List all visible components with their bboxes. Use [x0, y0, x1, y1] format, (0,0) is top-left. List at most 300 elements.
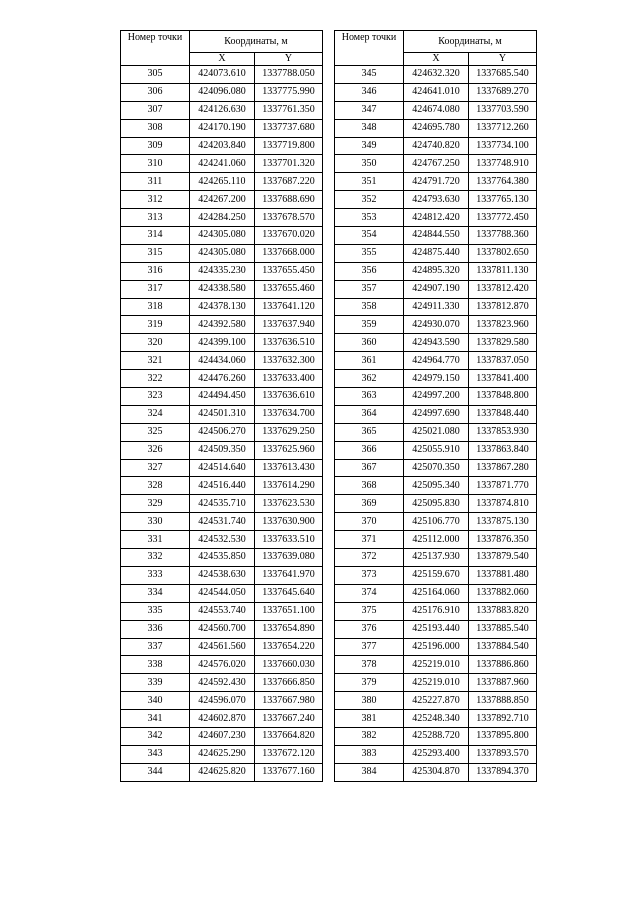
table-row — [335, 137, 537, 155]
y-coordinate-cell: 1337772.450 — [469, 209, 537, 227]
x-coordinate-cell: 424844.550 — [404, 227, 469, 245]
point-number-cell: 371 — [335, 531, 404, 549]
table-row — [335, 584, 537, 602]
point-number-cell: 365 — [335, 423, 404, 441]
table-row — [121, 334, 323, 352]
point-number-cell: 316 — [121, 262, 190, 280]
y-coordinate-cell: 1337887.960 — [469, 674, 537, 692]
x-coordinate-cell: 424553.740 — [190, 602, 255, 620]
y-coordinate-cell: 1337630.900 — [255, 513, 323, 531]
x-coordinate-cell: 425070.350 — [404, 459, 469, 477]
table-row — [121, 191, 323, 209]
table-row — [335, 674, 537, 692]
table-row — [335, 352, 537, 370]
table-row — [121, 173, 323, 191]
x-coordinate-cell: 424399.100 — [190, 334, 255, 352]
x-coordinate-cell: 424997.200 — [404, 388, 469, 406]
point-number-cell: 356 — [335, 262, 404, 280]
point-number-cell: 351 — [335, 173, 404, 191]
x-coordinate-cell: 424509.350 — [190, 441, 255, 459]
point-number-cell: 312 — [121, 191, 190, 209]
table-row — [121, 388, 323, 406]
y-coordinate-cell: 1337883.820 — [469, 602, 537, 620]
x-coordinate-cell: 424791.720 — [404, 173, 469, 191]
table-row — [121, 244, 323, 262]
table-row — [121, 227, 323, 245]
table-row — [335, 101, 537, 119]
point-number-cell: 311 — [121, 173, 190, 191]
x-coordinate-cell: 424535.710 — [190, 495, 255, 513]
table-row — [121, 459, 323, 477]
point-number-cell: 355 — [335, 244, 404, 262]
x-coordinate-cell: 424434.060 — [190, 352, 255, 370]
y-coordinate-cell: 1337637.940 — [255, 316, 323, 334]
point-number-cell: 338 — [121, 656, 190, 674]
table-row — [121, 745, 323, 763]
x-coordinate-cell: 425164.060 — [404, 584, 469, 602]
table-body — [121, 66, 323, 782]
y-coordinate-cell: 1337651.100 — [255, 602, 323, 620]
table-row — [335, 370, 537, 388]
x-coordinate-cell: 424607.230 — [190, 727, 255, 745]
point-number-cell: 380 — [335, 692, 404, 710]
y-coordinate-cell: 1337875.130 — [469, 513, 537, 531]
y-coordinate-cell: 1337848.800 — [469, 388, 537, 406]
table-row — [121, 727, 323, 745]
table-row — [121, 262, 323, 280]
table-row — [335, 119, 537, 137]
x-coordinate-cell: 424943.590 — [404, 334, 469, 352]
point-number-cell: 362 — [335, 370, 404, 388]
x-coordinate-cell: 424267.200 — [190, 191, 255, 209]
y-coordinate-cell: 1337688.690 — [255, 191, 323, 209]
y-coordinate-cell: 1337811.130 — [469, 262, 537, 280]
y-coordinate-cell: 1337645.640 — [255, 584, 323, 602]
table-row — [335, 477, 537, 495]
y-coordinate-cell: 1337788.360 — [469, 227, 537, 245]
x-coordinate-cell: 424126.630 — [190, 101, 255, 119]
table-row — [335, 692, 537, 710]
y-coordinate-cell: 1337712.260 — [469, 119, 537, 137]
y-coordinate-cell: 1337882.060 — [469, 584, 537, 602]
point-number-cell: 310 — [121, 155, 190, 173]
y-coordinate-cell: 1337685.540 — [469, 66, 537, 84]
table-row — [335, 566, 537, 584]
point-number-cell: 305 — [121, 66, 190, 84]
x-coordinate-cell: 424535.850 — [190, 549, 255, 567]
y-coordinate-cell: 1337655.450 — [255, 262, 323, 280]
y-coordinate-cell: 1337853.930 — [469, 423, 537, 441]
coordinates-header: Координаты, м — [404, 31, 537, 53]
table-row — [121, 692, 323, 710]
x-coordinate-cell: 424875.440 — [404, 244, 469, 262]
x-header: X — [404, 53, 469, 66]
table-row — [121, 495, 323, 513]
coordinates-header: Координаты, м — [190, 31, 323, 53]
y-coordinate-cell: 1337775.990 — [255, 83, 323, 101]
y-coordinate-cell: 1337848.440 — [469, 405, 537, 423]
point-number-cell: 363 — [335, 388, 404, 406]
point-number-cell: 321 — [121, 352, 190, 370]
x-coordinate-cell: 424501.310 — [190, 405, 255, 423]
table-row — [121, 638, 323, 656]
table-row — [335, 388, 537, 406]
y-coordinate-cell: 1337613.430 — [255, 459, 323, 477]
y-coordinate-cell: 1337841.400 — [469, 370, 537, 388]
point-number-cell: 373 — [335, 566, 404, 584]
point-number-cell: 333 — [121, 566, 190, 584]
point-number-cell: 330 — [121, 513, 190, 531]
y-coordinate-cell: 1337634.700 — [255, 405, 323, 423]
x-coordinate-cell: 425137.930 — [404, 549, 469, 567]
point-number-cell: 322 — [121, 370, 190, 388]
x-coordinate-cell: 424170.190 — [190, 119, 255, 137]
y-coordinate-cell: 1337734.100 — [469, 137, 537, 155]
point-number-cell: 358 — [335, 298, 404, 316]
point-number-cell: 377 — [335, 638, 404, 656]
point-number-cell: 324 — [121, 405, 190, 423]
point-number-cell: 346 — [335, 83, 404, 101]
y-coordinate-cell: 1337667.980 — [255, 692, 323, 710]
x-coordinate-cell: 424561.560 — [190, 638, 255, 656]
table-row — [121, 620, 323, 638]
y-coordinate-cell: 1337666.850 — [255, 674, 323, 692]
point-number-cell: 344 — [121, 763, 190, 781]
y-coordinate-cell: 1337812.870 — [469, 298, 537, 316]
point-number-cell: 349 — [335, 137, 404, 155]
point-number-cell: 369 — [335, 495, 404, 513]
table-row — [335, 262, 537, 280]
x-coordinate-cell: 424964.770 — [404, 352, 469, 370]
point-number-cell: 350 — [335, 155, 404, 173]
point-number-cell: 328 — [121, 477, 190, 495]
x-coordinate-cell: 424740.820 — [404, 137, 469, 155]
x-coordinate-cell: 424895.320 — [404, 262, 469, 280]
x-coordinate-cell: 424516.440 — [190, 477, 255, 495]
y-coordinate-cell: 1337748.910 — [469, 155, 537, 173]
table-row — [335, 173, 537, 191]
x-coordinate-cell: 424695.780 — [404, 119, 469, 137]
point-number-cell: 383 — [335, 745, 404, 763]
point-number-cell: 336 — [121, 620, 190, 638]
point-number-cell: 335 — [121, 602, 190, 620]
point-number-cell: 319 — [121, 316, 190, 334]
x-coordinate-cell: 424531.740 — [190, 513, 255, 531]
point-number-cell: 364 — [335, 405, 404, 423]
table-row — [335, 549, 537, 567]
point-number-cell: 352 — [335, 191, 404, 209]
x-coordinate-cell: 425112.000 — [404, 531, 469, 549]
y-coordinate-cell: 1337668.000 — [255, 244, 323, 262]
table-row — [335, 602, 537, 620]
table-row — [121, 584, 323, 602]
point-number-cell: 370 — [335, 513, 404, 531]
y-coordinate-cell: 1337660.030 — [255, 656, 323, 674]
table-row — [121, 83, 323, 101]
y-coordinate-cell: 1337737.680 — [255, 119, 323, 137]
table-row — [121, 513, 323, 531]
y-coordinate-cell: 1337894.370 — [469, 763, 537, 781]
table-row — [121, 477, 323, 495]
x-coordinate-cell: 424241.060 — [190, 155, 255, 173]
table-row — [121, 710, 323, 728]
y-coordinate-cell: 1337632.300 — [255, 352, 323, 370]
x-coordinate-cell: 424979.150 — [404, 370, 469, 388]
table-row — [121, 405, 323, 423]
x-coordinate-cell: 424203.840 — [190, 137, 255, 155]
table-row — [335, 405, 537, 423]
y-coordinate-cell: 1337837.050 — [469, 352, 537, 370]
x-coordinate-cell: 425055.910 — [404, 441, 469, 459]
y-coordinate-cell: 1337765.130 — [469, 191, 537, 209]
x-coordinate-cell: 424930.070 — [404, 316, 469, 334]
table-row — [121, 531, 323, 549]
table-row — [121, 155, 323, 173]
point-number-cell: 347 — [335, 101, 404, 119]
table-row — [335, 495, 537, 513]
y-coordinate-cell: 1337823.960 — [469, 316, 537, 334]
y-coordinate-cell: 1337636.510 — [255, 334, 323, 352]
point-number-cell: 341 — [121, 710, 190, 728]
point-number-cell: 315 — [121, 244, 190, 262]
point-number-cell: 337 — [121, 638, 190, 656]
y-coordinate-cell: 1337703.590 — [469, 101, 537, 119]
x-coordinate-cell: 424596.070 — [190, 692, 255, 710]
y-header: Y — [469, 53, 537, 66]
y-coordinate-cell: 1337633.400 — [255, 370, 323, 388]
x-coordinate-cell: 424506.270 — [190, 423, 255, 441]
point-number-cell: 320 — [121, 334, 190, 352]
y-coordinate-cell: 1337888.850 — [469, 692, 537, 710]
table-row — [121, 370, 323, 388]
x-coordinate-cell: 424997.690 — [404, 405, 469, 423]
x-coordinate-cell: 425095.340 — [404, 477, 469, 495]
y-coordinate-cell: 1337719.800 — [255, 137, 323, 155]
x-coordinate-cell: 425193.440 — [404, 620, 469, 638]
table-row — [335, 316, 537, 334]
y-coordinate-cell: 1337664.820 — [255, 727, 323, 745]
coordinates-table-left — [120, 30, 323, 782]
point-number-cell: 340 — [121, 692, 190, 710]
y-coordinate-cell: 1337879.540 — [469, 549, 537, 567]
table-row — [335, 83, 537, 101]
table-row — [121, 66, 323, 84]
table-row — [335, 513, 537, 531]
x-coordinate-cell: 424538.630 — [190, 566, 255, 584]
y-coordinate-cell: 1337633.510 — [255, 531, 323, 549]
point-number-cell: 343 — [121, 745, 190, 763]
x-coordinate-cell: 424907.190 — [404, 280, 469, 298]
table-row — [335, 423, 537, 441]
x-coordinate-cell: 424911.330 — [404, 298, 469, 316]
y-coordinate-cell: 1337625.960 — [255, 441, 323, 459]
point-number-cell: 329 — [121, 495, 190, 513]
y-coordinate-cell: 1337636.610 — [255, 388, 323, 406]
x-coordinate-cell: 425219.010 — [404, 674, 469, 692]
x-coordinate-cell: 425106.770 — [404, 513, 469, 531]
table-row — [335, 638, 537, 656]
point-number-cell: 306 — [121, 83, 190, 101]
y-coordinate-cell: 1337881.480 — [469, 566, 537, 584]
point-number-cell: 357 — [335, 280, 404, 298]
x-coordinate-cell: 424265.110 — [190, 173, 255, 191]
y-coordinate-cell: 1337884.540 — [469, 638, 537, 656]
x-header: X — [190, 53, 255, 66]
table-row — [335, 209, 537, 227]
x-coordinate-cell: 424305.080 — [190, 244, 255, 262]
table-row — [335, 227, 537, 245]
point-number-cell: 384 — [335, 763, 404, 781]
x-coordinate-cell: 424335.230 — [190, 262, 255, 280]
y-coordinate-cell: 1337863.840 — [469, 441, 537, 459]
y-coordinate-cell: 1337654.890 — [255, 620, 323, 638]
y-coordinate-cell: 1337667.240 — [255, 710, 323, 728]
point-number-cell: 339 — [121, 674, 190, 692]
point-number-cell: 348 — [335, 119, 404, 137]
y-coordinate-cell: 1337641.970 — [255, 566, 323, 584]
x-coordinate-cell: 425021.080 — [404, 423, 469, 441]
y-coordinate-cell: 1337812.420 — [469, 280, 537, 298]
table-row — [335, 727, 537, 745]
table-row — [121, 119, 323, 137]
y-coordinate-cell: 1337788.050 — [255, 66, 323, 84]
point-number-header: Номер точки — [335, 31, 404, 66]
table-row — [121, 549, 323, 567]
x-coordinate-cell: 424284.250 — [190, 209, 255, 227]
y-coordinate-cell: 1337761.350 — [255, 101, 323, 119]
table-row — [335, 763, 537, 781]
x-coordinate-cell: 425288.720 — [404, 727, 469, 745]
x-coordinate-cell: 425159.670 — [404, 566, 469, 584]
y-coordinate-cell: 1337639.080 — [255, 549, 323, 567]
y-coordinate-cell: 1337829.580 — [469, 334, 537, 352]
point-number-cell: 372 — [335, 549, 404, 567]
table-row — [121, 441, 323, 459]
x-coordinate-cell: 424592.430 — [190, 674, 255, 692]
point-number-cell: 359 — [335, 316, 404, 334]
y-coordinate-cell: 1337895.800 — [469, 727, 537, 745]
x-coordinate-cell: 424767.250 — [404, 155, 469, 173]
table-row — [121, 137, 323, 155]
point-number-cell: 382 — [335, 727, 404, 745]
x-coordinate-cell: 425248.340 — [404, 710, 469, 728]
x-coordinate-cell: 424514.640 — [190, 459, 255, 477]
y-coordinate-cell: 1337874.810 — [469, 495, 537, 513]
table-body — [335, 66, 537, 782]
x-coordinate-cell: 424641.010 — [404, 83, 469, 101]
x-coordinate-cell: 424632.320 — [404, 66, 469, 84]
table-row — [335, 191, 537, 209]
point-number-cell: 323 — [121, 388, 190, 406]
point-number-cell: 314 — [121, 227, 190, 245]
table-row — [121, 423, 323, 441]
x-coordinate-cell: 425293.400 — [404, 745, 469, 763]
table-row — [335, 155, 537, 173]
point-number-cell: 326 — [121, 441, 190, 459]
point-number-cell: 378 — [335, 656, 404, 674]
table-row — [121, 566, 323, 584]
table-row — [121, 763, 323, 781]
point-number-header: Номер точки — [121, 31, 190, 66]
x-coordinate-cell: 424625.820 — [190, 763, 255, 781]
point-number-cell: 308 — [121, 119, 190, 137]
point-number-cell: 379 — [335, 674, 404, 692]
table-row — [335, 66, 537, 84]
point-number-cell: 309 — [121, 137, 190, 155]
point-number-cell: 318 — [121, 298, 190, 316]
point-number-cell: 376 — [335, 620, 404, 638]
point-number-cell: 353 — [335, 209, 404, 227]
x-coordinate-cell: 424625.290 — [190, 745, 255, 763]
x-coordinate-cell: 424392.580 — [190, 316, 255, 334]
table-row — [121, 298, 323, 316]
point-number-cell: 342 — [121, 727, 190, 745]
y-coordinate-cell: 1337623.530 — [255, 495, 323, 513]
x-coordinate-cell: 425304.870 — [404, 763, 469, 781]
x-coordinate-cell: 424378.130 — [190, 298, 255, 316]
table-row — [121, 101, 323, 119]
x-coordinate-cell: 424793.630 — [404, 191, 469, 209]
point-number-cell: 361 — [335, 352, 404, 370]
point-number-cell: 334 — [121, 584, 190, 602]
point-number-cell: 317 — [121, 280, 190, 298]
x-coordinate-cell: 424674.080 — [404, 101, 469, 119]
table-row — [335, 656, 537, 674]
x-coordinate-cell: 424494.450 — [190, 388, 255, 406]
x-coordinate-cell: 424560.700 — [190, 620, 255, 638]
point-number-cell: 375 — [335, 602, 404, 620]
y-coordinate-cell: 1337764.380 — [469, 173, 537, 191]
table-row — [121, 352, 323, 370]
y-coordinate-cell: 1337876.350 — [469, 531, 537, 549]
point-number-cell: 331 — [121, 531, 190, 549]
table-row — [335, 280, 537, 298]
x-coordinate-cell: 424576.020 — [190, 656, 255, 674]
y-coordinate-cell: 1337614.290 — [255, 477, 323, 495]
y-header: Y — [255, 53, 323, 66]
y-coordinate-cell: 1337892.710 — [469, 710, 537, 728]
y-coordinate-cell: 1337886.860 — [469, 656, 537, 674]
point-number-cell: 360 — [335, 334, 404, 352]
point-number-cell: 374 — [335, 584, 404, 602]
y-coordinate-cell: 1337641.120 — [255, 298, 323, 316]
x-coordinate-cell: 424476.260 — [190, 370, 255, 388]
y-coordinate-cell: 1337885.540 — [469, 620, 537, 638]
x-coordinate-cell: 424602.870 — [190, 710, 255, 728]
y-coordinate-cell: 1337867.280 — [469, 459, 537, 477]
y-coordinate-cell: 1337893.570 — [469, 745, 537, 763]
x-coordinate-cell: 424812.420 — [404, 209, 469, 227]
table-row — [121, 674, 323, 692]
x-coordinate-cell: 424096.080 — [190, 83, 255, 101]
table-row — [335, 244, 537, 262]
x-coordinate-cell: 424338.580 — [190, 280, 255, 298]
point-number-cell: 354 — [335, 227, 404, 245]
y-coordinate-cell: 1337678.570 — [255, 209, 323, 227]
y-coordinate-cell: 1337687.220 — [255, 173, 323, 191]
point-number-cell: 367 — [335, 459, 404, 477]
y-coordinate-cell: 1337672.120 — [255, 745, 323, 763]
table-row — [335, 745, 537, 763]
table-row — [121, 280, 323, 298]
point-number-cell: 332 — [121, 549, 190, 567]
y-coordinate-cell: 1337689.270 — [469, 83, 537, 101]
x-coordinate-cell: 425219.010 — [404, 656, 469, 674]
y-coordinate-cell: 1337701.320 — [255, 155, 323, 173]
y-coordinate-cell: 1337655.460 — [255, 280, 323, 298]
point-number-cell: 325 — [121, 423, 190, 441]
table-row — [121, 209, 323, 227]
